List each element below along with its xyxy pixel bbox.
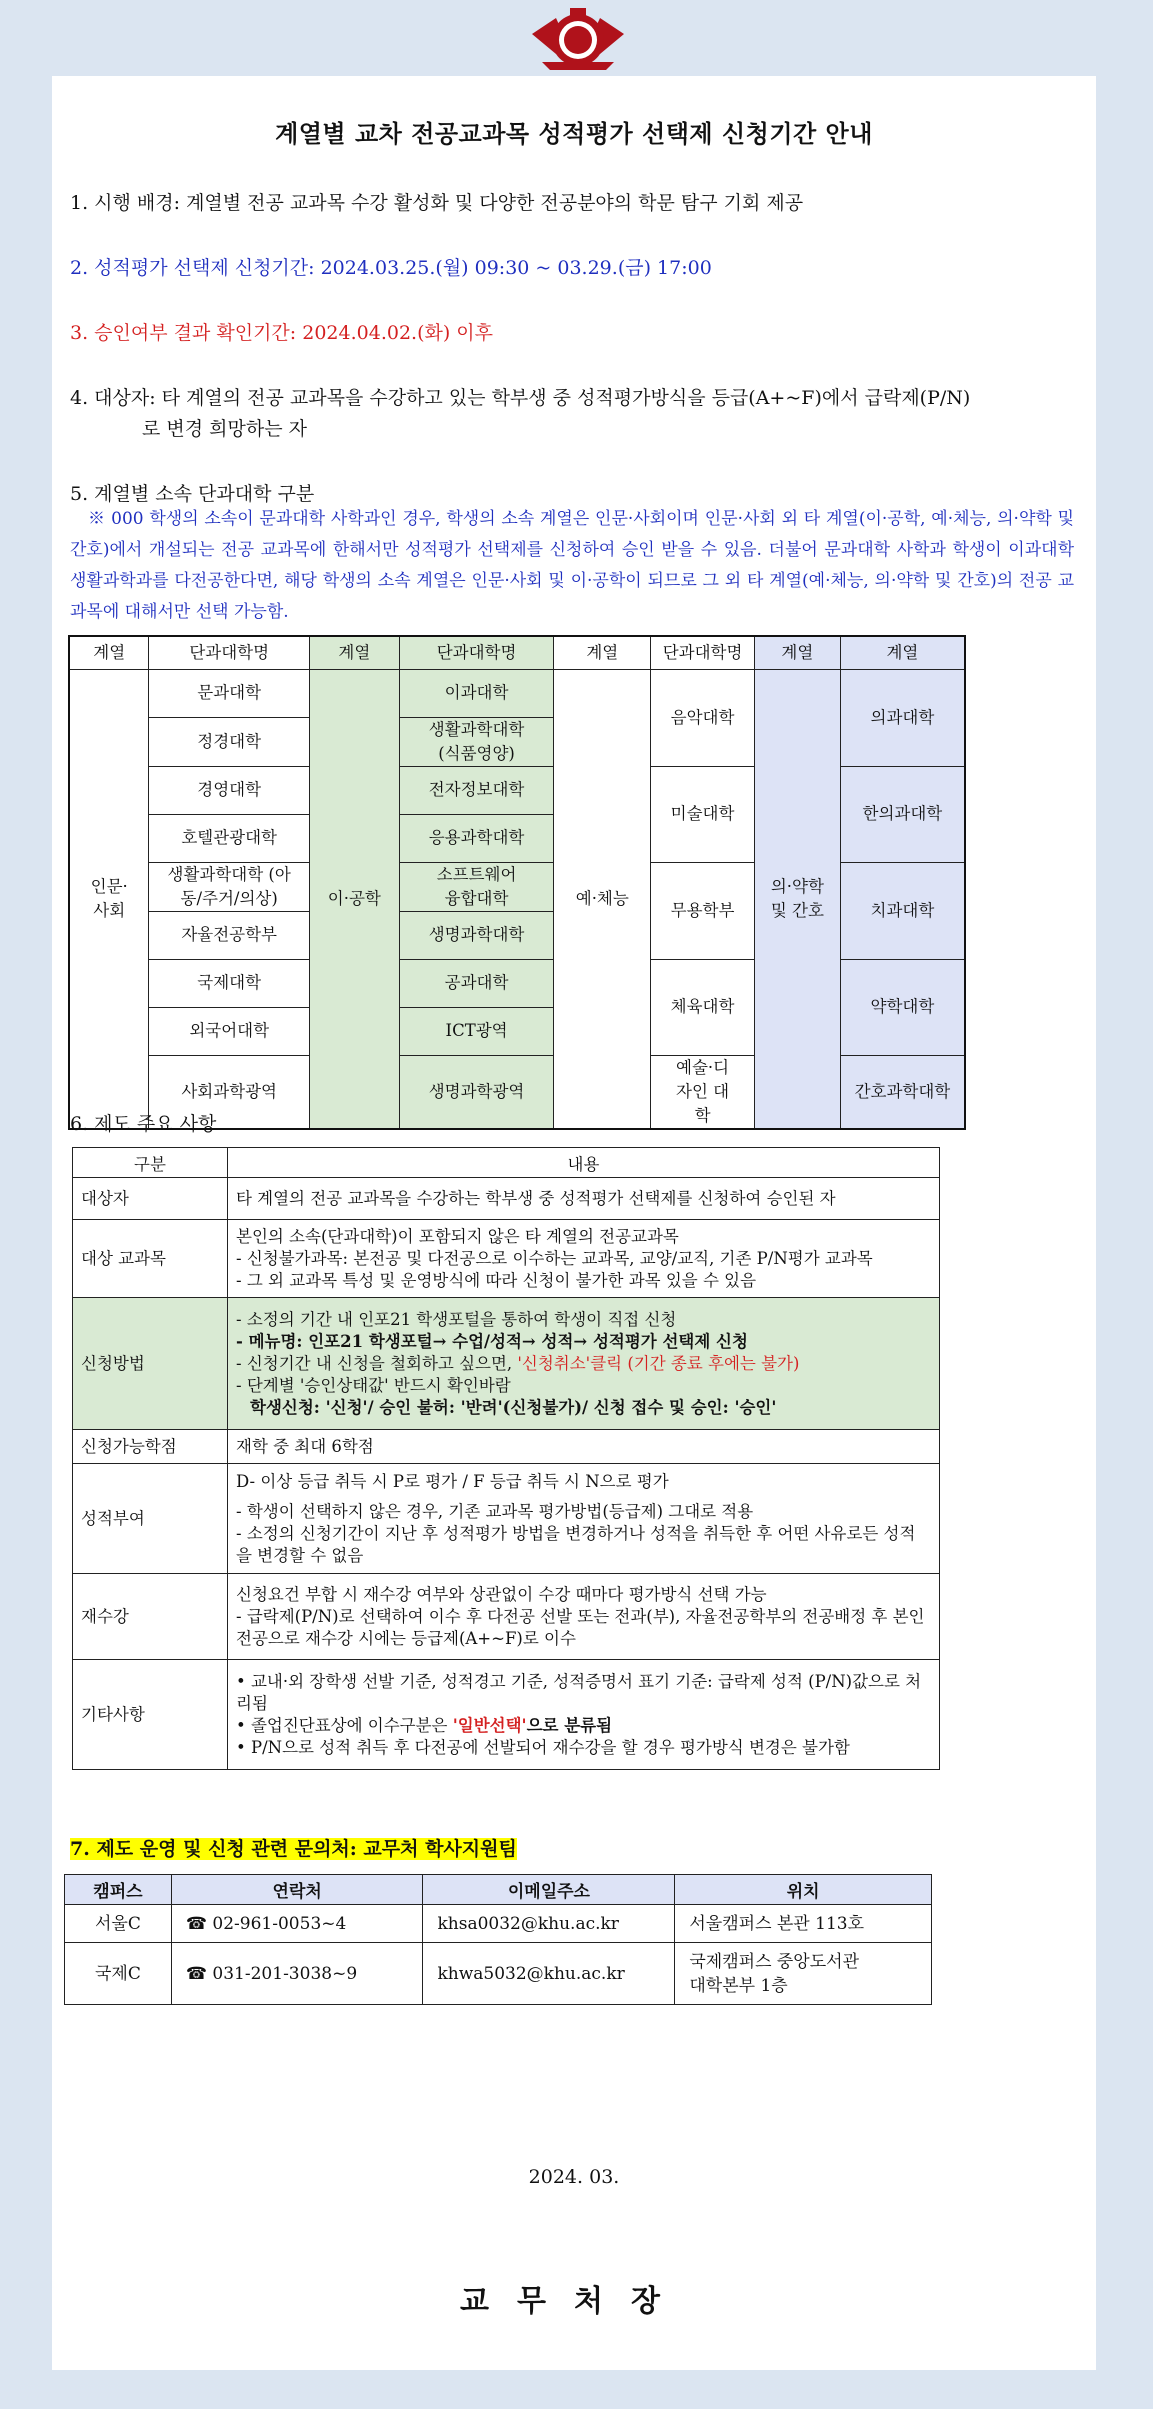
col-header: 위치 [675, 1875, 932, 1905]
item-1-background: 1. 시행 배경: 계열별 전공 교과목 수강 활성화 및 다양한 전공분야의 학문 탐구 기회 제공 [70, 192, 804, 214]
item-7-heading: 7. 제도 운영 및 신청 관련 문의처: 교무처 학사지원팀 [70, 1838, 517, 1860]
notice-title: 계열별 교차 전공교과목 성적평가 선택제 신청기간 안내 [275, 119, 873, 148]
group-arts: 예·체능 [554, 669, 651, 1129]
row-label: 기타사항 [73, 1660, 228, 1770]
item-4-target-cont: 로 변경 희망하는 자 [142, 418, 307, 440]
col-header: 단과대학명 [149, 636, 310, 669]
col-header: 이메일주소 [423, 1875, 675, 1905]
col-header: 연락처 [171, 1875, 423, 1905]
issue-date: 2024. 03. [528, 2166, 620, 2188]
item-3-approval-period: 3. 승인여부 결과 확인기간: 2024.04.02.(화) 이후 [70, 322, 494, 344]
notice-document [52, 76, 1096, 2370]
col-header: 계열 [69, 636, 149, 669]
contact-table [64, 1874, 932, 2005]
system-table [72, 1147, 940, 1770]
col-header: 단과대학명 [651, 636, 755, 669]
college-cell: 음악대학 [651, 669, 755, 766]
row-content: 신청요건 부합 시 재수강 여부와 상관없이 수강 때마다 평가방식 선택 가능 - 급락제(P/N)로 선택하여 이수 후 다전공 선발 또는 전과(부), 자율전공학부의 전공배정 후 본인전공으로 재수강 시에는 등급제(A+~F)로 이수 [228, 1574, 940, 1660]
college-cell: 자율전공학부 [149, 911, 310, 959]
college-table [68, 635, 966, 1130]
college-cell: 경영대학 [149, 766, 310, 814]
row-content: - 소정의 기간 내 인포21 학생포털을 통하여 학생이 직접 신청 - 메뉴명: 인포21 학생포털→ 수업/성적→ 성적→ 성적평가 선택제 신청 - 신청기간 내 신청을 철회하고 싶으면, '신청취소'클릭 (기간 종료 후에는 불가) - 단계별 '승인상태값' 반드시 확인바람 학생신청: '신청'/ 승인 불허: '반려'(신청불가)/ 신청 접수 및 승인: '승인' [228, 1298, 940, 1430]
college-cell: 생활과학대학 (식품영양) [399, 717, 554, 766]
college-cell: 사회과학광역 [149, 1055, 310, 1129]
college-cell: 국제대학 [149, 959, 310, 1007]
col-header: 계열 [754, 636, 840, 669]
row-label: 재수강 [73, 1574, 228, 1660]
college-cell: 체육대학 [651, 959, 755, 1055]
college-cell: 간호과학대학 [840, 1055, 965, 1129]
college-cell: 생명과학대학 [399, 911, 554, 959]
group-medical: 의·약학 및 간호 [754, 669, 840, 1129]
college-cell: 외국어대학 [149, 1007, 310, 1055]
college-cell: 소프트웨어 융합대학 [399, 862, 554, 911]
item-5-note: ※ 000 학생의 소속이 문과대학 사학과인 경우, 학생의 소속 계열은 인문·사회이며 인문·사회 외 타 계열(이·공학, 예·체능, 의·약학 및 간호)에서 개설되는 전공 교과목에 한해서만 성적평가 선택제를 신청하여 승인 받을 수 있음. 더불어 문과대학 사학과 학생이 이과대학 생활과학과를 다전공한다면, 해당 학생의 소속 계열은 인문·사회 및 이·공학이 되므로 그 외 타 계열(예·체능, 의·약학 및 간호)의 전공 교과목에 대해서만 선택 가능함. [70, 509, 1074, 622]
college-cell: 정경대학 [149, 717, 310, 766]
email-cell: khsa0032@khu.ac.kr [423, 1905, 675, 1943]
row-content: 재학 중 최대 6학점 [228, 1430, 940, 1464]
college-cell: 생명과학광역 [399, 1055, 554, 1129]
college-cell: 미술대학 [651, 766, 755, 862]
college-cell: 약학대학 [840, 959, 965, 1055]
college-cell: ICT광역 [399, 1007, 554, 1055]
col-header: 구분 [73, 1148, 228, 1178]
group-engineering: 이·공학 [309, 669, 399, 1129]
location-cell: 국제캠퍼스 중앙도서관 대학본부 1층 [675, 1943, 932, 2005]
row-label: 신청가능학점 [73, 1430, 228, 1464]
row-content: • 교내·외 장학생 선발 기준, 성적경고 기준, 성적증명서 표기 기준: 급락제 성적 (P/N)값으로 처리됨 • 졸업진단표상에 이수구분은 '일반선택'으로 분류됨 • P/N으로 성적 취득 후 다전공에 선발되어 재수강을 할 경우 평가방식 변경은 불가함 [228, 1660, 940, 1770]
item-6-heading: 6. 제도 주요 사항 [70, 1113, 217, 1135]
university-emblem [526, 4, 630, 74]
location-cell: 서울캠퍼스 본관 113호 [675, 1905, 932, 1943]
email-cell: khwa5032@khu.ac.kr [423, 1943, 675, 2005]
campus-cell: 국제C [65, 1943, 172, 2005]
phone-cell: ☎ 031-201-3038~9 [171, 1943, 423, 2005]
item-2-application-period: 2. 성적평가 선택제 신청기간: 2024.03.25.(월) 09:30 ~ 03.29.(금) 17:00 [70, 257, 712, 279]
row-label: 대상 교과목 [73, 1220, 228, 1298]
item-5-heading: 5. 계열별 소속 단과대학 구분 [70, 483, 315, 505]
college-cell: 전자정보대학 [399, 766, 554, 814]
col-header: 내용 [228, 1148, 940, 1178]
row-content: 타 계열의 전공 교과목을 수강하는 학부생 중 성적평가 선택제를 신청하여 승인된 자 [228, 1178, 940, 1220]
item-4-target: 4. 대상자: 타 계열의 전공 교과목을 수강하고 있는 학부생 중 성적평가방식을 등급(A+~F)에서 급락제(P/N) [70, 387, 971, 409]
phone-cell: ☎ 02-961-0053~4 [171, 1905, 423, 1943]
college-cell: 무용학부 [651, 862, 755, 959]
campus-cell: 서울C [65, 1905, 172, 1943]
college-cell: 공과대학 [399, 959, 554, 1007]
col-header: 계열 [840, 636, 965, 669]
col-header: 캠퍼스 [65, 1875, 172, 1905]
college-cell: 한의과대학 [840, 766, 965, 862]
col-header: 계열 [309, 636, 399, 669]
col-header: 단과대학명 [399, 636, 554, 669]
row-label: 성적부여 [73, 1464, 228, 1574]
college-cell: 의과대학 [840, 669, 965, 766]
college-cell: 치과대학 [840, 862, 965, 959]
college-cell: 호텔관광대학 [149, 814, 310, 862]
signature: 교무처장 [460, 2284, 688, 2319]
col-header: 계열 [554, 636, 651, 669]
row-content: 본인의 소속(단과대학)이 포함되지 않은 타 계열의 전공교과목 - 신청불가과목: 본전공 및 다전공으로 이수하는 교과목, 교양/교직, 기존 P/N평가 교과목 - 그 외 교과목 특성 및 운영방식에 따라 신청이 불가한 과목 있을 수 있음 [228, 1220, 940, 1298]
college-cell: 문과대학 [149, 669, 310, 717]
college-cell: 예술·디자인 대학 [651, 1055, 755, 1129]
group-humanities: 인문·사회 [69, 669, 149, 1129]
college-cell: 응용과학대학 [399, 814, 554, 862]
row-content: D- 이상 등급 취득 시 P로 평가 / F 등급 취득 시 N으로 평가 - 학생이 선택하지 않은 경우, 기존 교과목 평가방법(등급제) 그대로 적용 - 소정의 신청기간이 지난 후 성적평가 방법을 변경하거나 성적을 취득한 후 어떤 사유로든 성적을 변경할 수 없음 [228, 1464, 940, 1574]
row-label: 신청방법 [73, 1298, 228, 1430]
row-label: 대상자 [73, 1178, 228, 1220]
college-cell: 이과대학 [399, 669, 554, 717]
college-cell: 생활과학대학 (아동/주거/의상) [149, 862, 310, 911]
